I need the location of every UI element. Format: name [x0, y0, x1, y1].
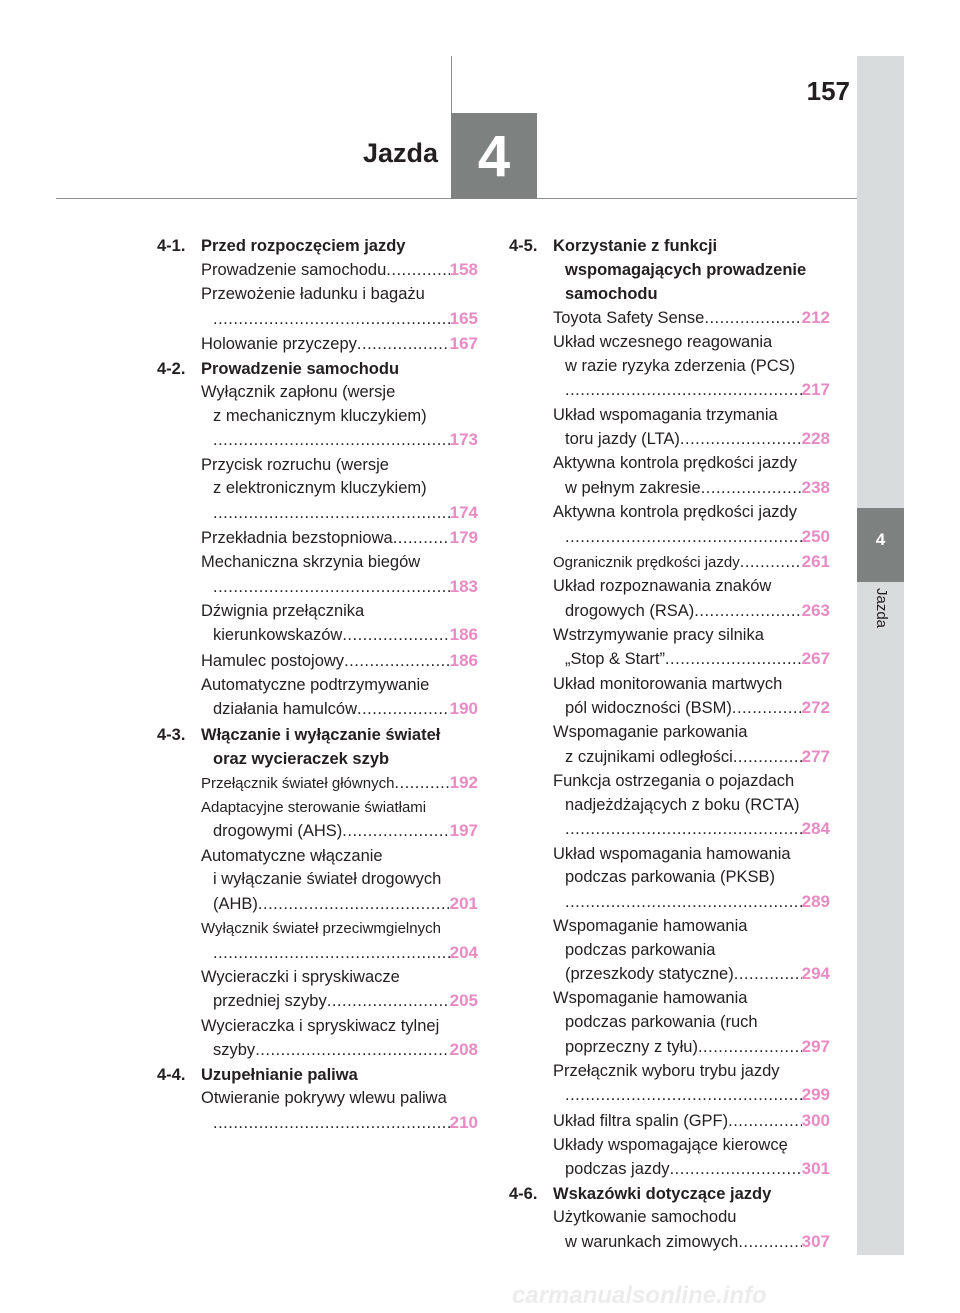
- toc-entry-text: Otwieranie pokrywy wlewu paliwa: [201, 1089, 447, 1108]
- toc-entry-text: Przełącznik wyboru trybu jazdy: [553, 1061, 780, 1080]
- leader-dots: [733, 746, 802, 770]
- page-reference[interactable]: 250: [801, 526, 830, 546]
- toc-entry-text: Aktywna kontrola prędkości jazdy: [553, 503, 797, 522]
- toc-section-heading: [509, 234, 830, 306]
- leader-dots: [386, 259, 449, 283]
- page-reference[interactable]: 174: [449, 502, 478, 522]
- leader-dots: [565, 1084, 802, 1108]
- leader-dots: [565, 526, 802, 550]
- toc-entry[interactable]: [553, 770, 830, 842]
- toc-entry-text: poprzeczny z tyłu): [565, 1037, 698, 1056]
- toc-entry-line: [201, 989, 478, 1014]
- toc-entry-line: [553, 1083, 830, 1108]
- toc-section-heading: [157, 723, 478, 771]
- toc-entry-line: [201, 307, 478, 332]
- toc-entry-line: [553, 1035, 830, 1060]
- leader-dots: [213, 502, 450, 526]
- toc-entry[interactable]: [201, 771, 478, 796]
- leader-dots: [734, 963, 802, 987]
- toc-entry-text: i wyłączanie świateł drogowych: [213, 870, 442, 889]
- watermark: carmanualsonline.info: [512, 1282, 767, 1309]
- toc-entry-line: [201, 1111, 478, 1136]
- page-reference[interactable]: 284: [801, 819, 830, 839]
- page-reference[interactable]: 210: [449, 1112, 478, 1132]
- section-title: [201, 723, 478, 771]
- chapter-title: Jazda: [362, 138, 438, 168]
- leader-dots: [670, 1158, 802, 1182]
- toc-entry-text: w warunkach zimowych: [565, 1233, 739, 1252]
- page-reference[interactable]: 228: [801, 429, 830, 449]
- page-reference[interactable]: 205: [449, 991, 478, 1011]
- page-reference[interactable]: 294: [801, 964, 830, 984]
- toc-entry-text: Wspomaganie hamowania: [553, 916, 748, 935]
- leader-dots: [680, 428, 802, 452]
- page-reference[interactable]: 208: [449, 1040, 478, 1060]
- toc-entry-line: [201, 258, 478, 283]
- toc-entry[interactable]: [201, 332, 478, 357]
- page-reference[interactable]: 183: [449, 576, 478, 596]
- section-title: [201, 234, 478, 258]
- toc-entry-text: Prowadzenie samochodu: [201, 261, 387, 279]
- toc-entry-text: Wycieraczka i spryskiwacz tylnej: [201, 1016, 440, 1035]
- toc-entry-line: [201, 526, 478, 551]
- toc-entry-text: toru jazdy (LTA): [565, 430, 680, 449]
- toc-left-column: [157, 234, 478, 1136]
- leader-dots: [213, 576, 450, 600]
- toc-entry[interactable]: [553, 1134, 830, 1182]
- section-number: 4-1.: [157, 237, 186, 255]
- toc-entry-text: Przekładnia bezstopniowa: [201, 528, 393, 547]
- section-title-line: Przed rozpoczęciem jazdy: [201, 237, 406, 255]
- toc-entry-line: [553, 476, 830, 501]
- toc-entry[interactable]: [553, 404, 830, 452]
- page-reference[interactable]: 277: [801, 747, 830, 767]
- leader-dots: [728, 1110, 801, 1134]
- leader-dots: [698, 1036, 802, 1060]
- page-reference[interactable]: 307: [801, 1232, 830, 1252]
- toc-entry-text: Funkcja ostrzegania o pojazdach: [553, 772, 795, 791]
- page-reference[interactable]: 212: [801, 308, 830, 327]
- toc-entry-text: Przycisk rozruchu (wersje: [201, 455, 389, 474]
- section-number: 4-2.: [157, 360, 186, 379]
- toc-entry-line: [553, 306, 830, 331]
- toc-entry-line: [201, 623, 478, 648]
- toc-entry-line: [201, 892, 478, 917]
- page-reference[interactable]: 267: [801, 649, 830, 669]
- toc-entry-text: Toyota Safety Sense: [553, 309, 705, 327]
- page-reference[interactable]: 299: [801, 1085, 830, 1105]
- leader-dots: [255, 1039, 449, 1063]
- page-reference[interactable]: 238: [801, 477, 830, 497]
- toc-entry[interactable]: [201, 796, 478, 844]
- toc-entry-text: w razie ryzyka zderzenia (PCS): [565, 356, 796, 375]
- leader-dots: [213, 1112, 450, 1136]
- leader-dots: [740, 551, 802, 575]
- page-reference[interactable]: 186: [449, 625, 478, 645]
- toc-entry[interactable]: [201, 381, 478, 453]
- toc-entry-text: Układ filtra spalin (GPF): [553, 1111, 729, 1130]
- toc-entry[interactable]: [201, 600, 478, 648]
- page-reference[interactable]: 192: [449, 772, 478, 792]
- toc-entry-line: [553, 427, 830, 452]
- toc-entry-text: Układ wspomagania trzymania: [553, 405, 778, 424]
- toc-entry-text: pól widoczności (BSM): [565, 699, 732, 718]
- toc-entry[interactable]: [553, 575, 830, 623]
- toc-entry[interactable]: [201, 649, 478, 674]
- page-reference[interactable]: 158: [449, 260, 478, 279]
- toc-entry[interactable]: [553, 915, 830, 987]
- toc-entry-text: podczas parkowania (PKSB): [565, 868, 776, 887]
- toc-entry[interactable]: [201, 917, 478, 965]
- toc-entry-line: [201, 819, 478, 844]
- toc-entry-text: Wycieraczki i spryskiwacze: [201, 967, 400, 986]
- toc-entry-text: w pełnym zakresie: [565, 478, 701, 497]
- leader-dots: [258, 893, 450, 917]
- toc-entry[interactable]: [553, 624, 830, 672]
- toc-entry[interactable]: [553, 721, 830, 769]
- toc-entry-text: Wyłącznik świateł przeciwmgielnych: [201, 919, 441, 937]
- toc-entry[interactable]: [553, 1109, 830, 1134]
- toc-entry-text: Przewożenie ładunku i bagażu: [201, 285, 425, 304]
- toc-entry-text: Aktywna kontrola prędkości jazdy: [553, 454, 797, 473]
- toc-entry-text: Układ rozpoznawania znaków: [553, 577, 772, 596]
- toc-section-heading: [509, 1182, 830, 1206]
- toc-entry[interactable]: [201, 966, 478, 1014]
- toc-entry-line: [553, 525, 830, 550]
- leader-dots: [665, 648, 802, 672]
- section-title-line: wspomagających prowadzenie: [565, 261, 807, 279]
- page-reference[interactable]: 165: [449, 308, 478, 328]
- page-reference[interactable]: 289: [801, 891, 830, 911]
- leader-dots: [357, 698, 450, 722]
- toc-entry-text: Układ wczesnego reagowania: [553, 333, 773, 352]
- page-reference[interactable]: 204: [449, 942, 478, 962]
- toc-entry-text: Układy wspomagające kierowcę: [553, 1135, 788, 1154]
- toc-entry-line: [201, 941, 478, 966]
- leader-dots: [565, 818, 802, 842]
- toc-entry-text: Przełącznik świateł głównych: [201, 774, 395, 792]
- toc-entry-line: [553, 599, 830, 624]
- toc-entry[interactable]: [553, 501, 830, 549]
- toc-entry-text: Wstrzymywanie pracy silnika: [553, 625, 764, 644]
- toc-entry-line: [553, 890, 830, 915]
- toc-entry-text: nadjeżdżających z boku (RCTA): [565, 795, 800, 814]
- toc-entry-line: [553, 1157, 830, 1182]
- toc-entry-text: podczas parkowania: [565, 940, 716, 959]
- toc-entry-line: [201, 428, 478, 453]
- leader-dots: [704, 307, 801, 331]
- toc-entry-text: Układ monitorowania martwych: [553, 674, 783, 693]
- page-reference[interactable]: 186: [449, 650, 478, 670]
- toc-entry-line: [201, 501, 478, 526]
- page-reference[interactable]: 201: [449, 893, 478, 913]
- toc-entry[interactable]: [553, 987, 830, 1059]
- toc-section-heading: [157, 1063, 478, 1087]
- section-number: 4-3.: [157, 725, 186, 744]
- toc-entry[interactable]: [553, 452, 830, 500]
- section-title-line: Korzystanie z funkcji: [553, 237, 718, 255]
- toc-entry[interactable]: [201, 1015, 478, 1063]
- leader-dots: [394, 772, 449, 796]
- page-reference[interactable]: 301: [801, 1159, 830, 1179]
- toc-entry-text: Wspomaganie hamowania: [553, 989, 748, 1008]
- toc-entry-text: drogowymi (AHS): [213, 822, 343, 841]
- toc-entry-text: „Stop & Start”: [565, 650, 665, 669]
- page-number: 157: [806, 76, 850, 106]
- toc-entry[interactable]: [201, 526, 478, 551]
- section-title-line: samochodu: [565, 285, 658, 303]
- page-reference[interactable]: 190: [449, 699, 478, 719]
- toc-entry-text: Automatyczne włączanie: [201, 846, 383, 865]
- toc-entry-text: Wyłącznik zapłonu (wersje: [201, 383, 396, 402]
- page-reference[interactable]: 173: [449, 430, 478, 450]
- toc-entry-text: (AHB): [213, 894, 258, 913]
- leader-dots: [393, 527, 450, 551]
- page-reference[interactable]: 272: [801, 698, 830, 718]
- toc-entry[interactable]: [553, 843, 830, 915]
- toc-entry[interactable]: [553, 1206, 830, 1254]
- toc-entry-line: [553, 378, 830, 403]
- toc-entry-text: Dźwignia przełącznika: [201, 601, 365, 620]
- leader-dots: [565, 379, 802, 403]
- leader-dots: [565, 891, 802, 915]
- toc-entry-text: Układ wspomagania hamowania: [553, 844, 791, 863]
- leader-dots: [357, 333, 450, 357]
- toc-section-heading: [157, 357, 478, 381]
- section-title-line: oraz wycieraczek szyb: [213, 749, 390, 768]
- toc-entry[interactable]: [553, 673, 830, 721]
- toc-entry-text: podczas jazdy: [565, 1160, 670, 1179]
- toc-entry-text: Mechaniczna skrzynia biegów: [201, 553, 421, 572]
- toc-entry-text: szyby: [213, 1041, 256, 1060]
- header-vertical-rule: [451, 56, 452, 116]
- leader-dots: [327, 990, 450, 1014]
- toc-entry-text: Wspomaganie parkowania: [553, 723, 748, 742]
- section-title-line: Prowadzenie samochodu: [201, 360, 400, 379]
- page-reference[interactable]: 197: [449, 821, 478, 841]
- page-reference[interactable]: 179: [449, 527, 478, 547]
- leader-dots: [344, 650, 450, 674]
- section-number: 4-5.: [509, 237, 538, 255]
- page-reference[interactable]: 167: [449, 333, 478, 353]
- toc-entry-line: [553, 550, 830, 575]
- toc-entry-text: Holowanie przyczepy: [201, 334, 357, 353]
- toc-entry-text: z mechanicznym kluczykiem): [213, 406, 427, 425]
- toc-entry-line: [201, 575, 478, 600]
- toc-entry-line: [553, 647, 830, 672]
- toc-entry[interactable]: [201, 283, 478, 331]
- toc-entry-line: [553, 817, 830, 842]
- page-reference[interactable]: 261: [801, 551, 830, 571]
- toc-section-heading: [157, 234, 478, 258]
- toc-entry-text: Ogranicznik prędkości jazdy: [553, 553, 740, 571]
- toc-entry-line: [201, 332, 478, 357]
- toc-entry-text: przedniej szyby: [213, 992, 327, 1011]
- side-tab-number: 4: [875, 530, 886, 549]
- section-title: [553, 234, 830, 306]
- toc-entry[interactable]: [553, 331, 830, 403]
- section-title-line: Wskazówki dotyczące jazdy: [553, 1185, 772, 1204]
- toc-entry-text: Automatyczne podtrzymywanie: [201, 675, 430, 694]
- leader-dots: [213, 429, 450, 453]
- toc-entry-text: (przeszkody statyczne): [565, 965, 734, 984]
- section-title: [553, 1182, 830, 1206]
- toc-entry-text: z czujnikami odległości: [565, 748, 733, 767]
- toc-entry-line: [201, 771, 478, 796]
- toc-entry[interactable]: [201, 674, 478, 722]
- toc-entry-line: [553, 745, 830, 770]
- toc-entry-line: [201, 697, 478, 722]
- page-reference[interactable]: 263: [801, 600, 830, 620]
- toc-entry-text: podczas parkowania (ruch: [565, 1012, 758, 1031]
- chapter-number: 4: [477, 124, 511, 189]
- page-reference[interactable]: 217: [801, 380, 830, 400]
- toc-entry[interactable]: [201, 845, 478, 917]
- page-reference[interactable]: 297: [801, 1036, 830, 1056]
- leader-dots: [213, 308, 450, 332]
- toc-right-column: [509, 234, 830, 1255]
- toc-entry[interactable]: [553, 1060, 830, 1108]
- toc-entry[interactable]: [553, 550, 830, 575]
- toc-entry-text: Użytkowanie samochodu: [553, 1208, 737, 1227]
- toc-entry-text: Adaptacyjne sterowanie światłami: [201, 798, 427, 816]
- leader-dots: [342, 820, 449, 844]
- toc-entry[interactable]: [201, 551, 478, 599]
- toc-entry-text: z elektronicznym kluczykiem): [213, 479, 427, 498]
- toc-entry[interactable]: [553, 306, 830, 331]
- leader-dots: [342, 624, 449, 648]
- side-tab-label: Jazda: [873, 588, 890, 629]
- toc-entry-line: [553, 1230, 830, 1255]
- toc-entry[interactable]: [201, 258, 478, 283]
- toc-entry[interactable]: [201, 1087, 478, 1135]
- section-title-line: Włączanie i wyłączanie świateł: [201, 725, 441, 744]
- toc-entry-text: kierunkowskazów: [213, 626, 343, 645]
- page-reference[interactable]: 300: [801, 1110, 830, 1130]
- toc-entry[interactable]: [201, 454, 478, 526]
- section-title-line: Uzupełnianie paliwa: [201, 1066, 358, 1085]
- section-title: [201, 1063, 478, 1087]
- section-number: 4-4.: [157, 1066, 186, 1085]
- section-number: 4-6.: [509, 1185, 538, 1204]
- leader-dots: [732, 697, 802, 721]
- toc-entry-line: [553, 962, 830, 987]
- toc-entry-line: [553, 696, 830, 721]
- toc-entry-line: [553, 1109, 830, 1134]
- leader-dots: [738, 1231, 801, 1255]
- section-title: [201, 357, 478, 381]
- toc-entry-text: działania hamulców: [213, 700, 357, 719]
- toc-entry-line: [201, 649, 478, 674]
- leader-dots: [694, 600, 801, 624]
- toc-entry-text: drogowych (RSA): [565, 601, 695, 620]
- toc-entry-text: Hamulec postojowy: [201, 651, 345, 670]
- leader-dots: [213, 942, 450, 966]
- toc-entry-line: [201, 1038, 478, 1063]
- leader-dots: [701, 477, 802, 501]
